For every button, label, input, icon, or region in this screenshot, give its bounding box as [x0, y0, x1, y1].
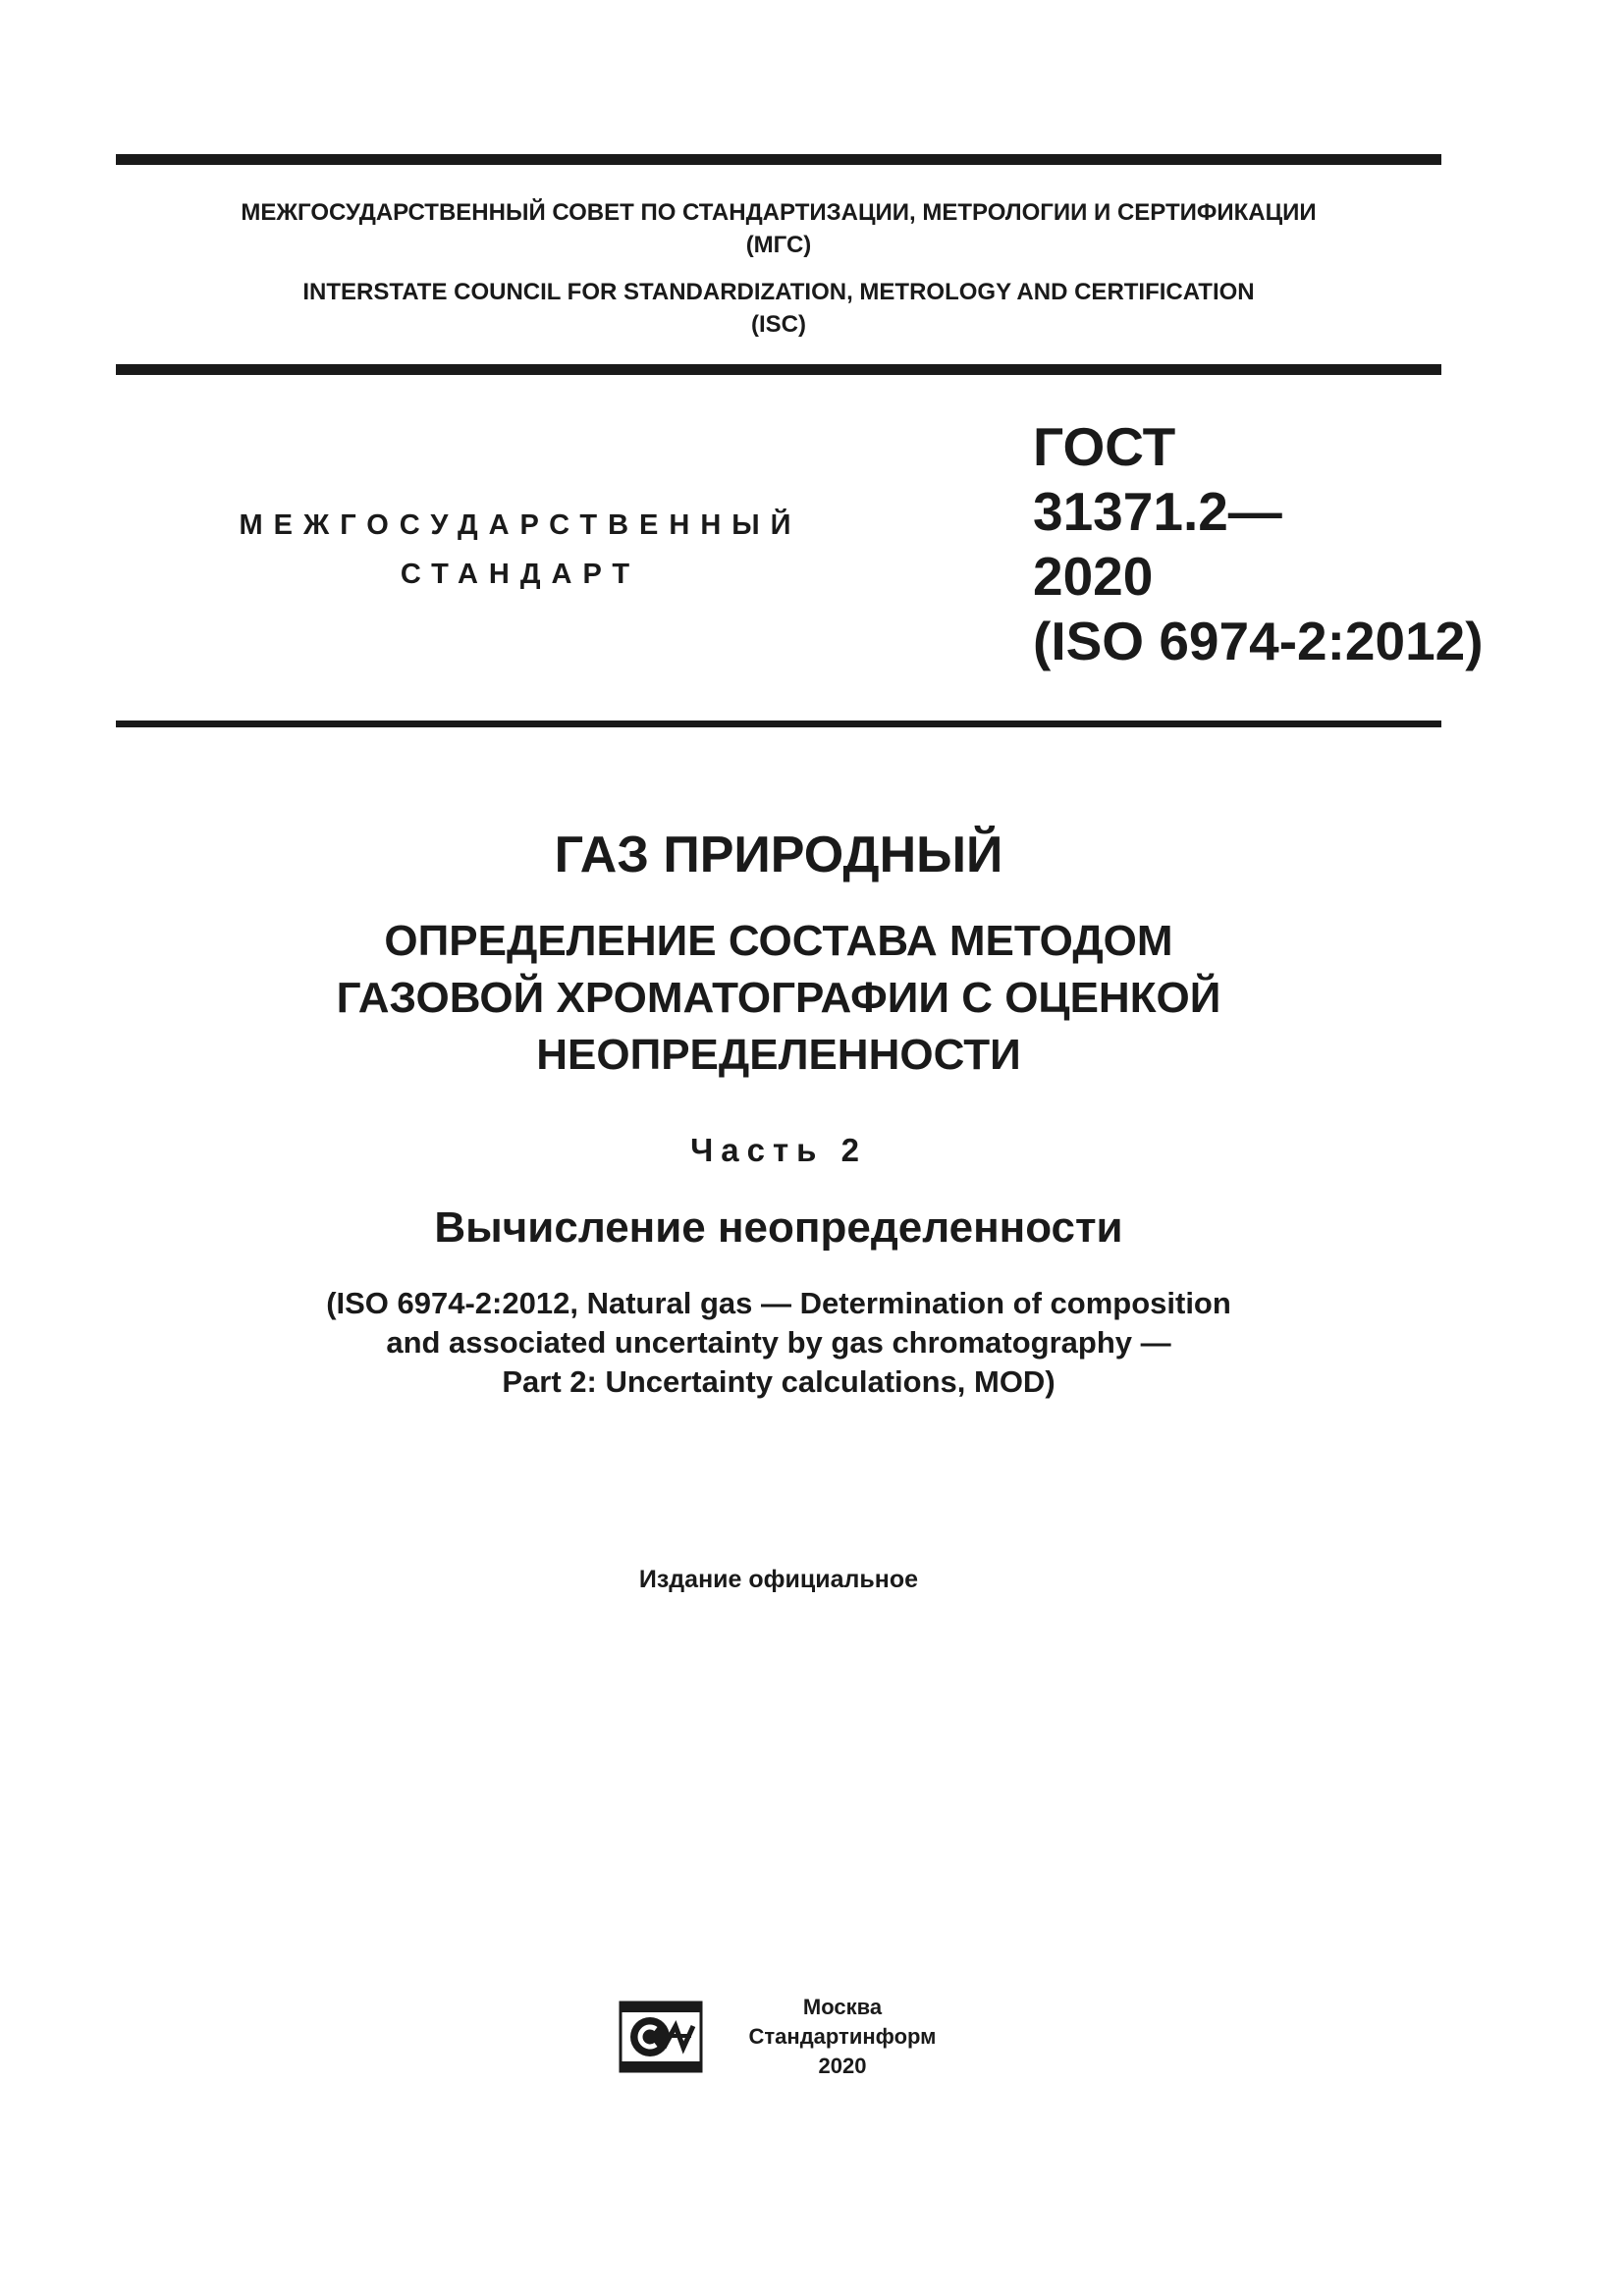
publisher-name: Стандартинформ	[748, 2024, 937, 2049]
iso-reference-line2: and associated uncertainty by gas chromatography —	[386, 1325, 1171, 1360]
edition-label: Издание официальное	[638, 1566, 919, 1593]
part-number: Часть 2	[690, 1132, 867, 1168]
document-subtitle-line2: ГАЗОВОЙ ХРОМАТОГРАФИИ С ОЦЕНКОЙ	[336, 974, 1221, 1022]
designation-line2: 31371.2—	[1033, 481, 1282, 542]
standard-designation	[1033, 414, 1484, 673]
middle-rule	[116, 364, 1441, 375]
top-rule	[116, 154, 1441, 165]
council-name-en-line1: INTERSTATE COUNCIL FOR STANDARDIZATION, METROLOGY AND CERTIFICATION	[302, 279, 1255, 305]
council-name-ru	[116, 196, 1441, 261]
part-title: Вычисление неопределенности	[434, 1203, 1123, 1252]
council-abbrev-en: (ISC)	[751, 311, 806, 338]
council-name-ru-line1: МЕЖГОСУДАРСТВЕННЫЙ СОВЕТ ПО СТАНДАРТИЗАЦИИ, МЕТРОЛОГИИ И СЕРТИФИКАЦИИ	[241, 199, 1317, 226]
designation-line1: ГОСТ	[1033, 416, 1176, 477]
document-subtitle	[116, 913, 1441, 1084]
designation-line4: (ISO 6974-2:2012)	[1033, 611, 1484, 671]
iso-reference-line1: (ISO 6974-2:2012, Natural gas — Determination of composition	[326, 1286, 1231, 1320]
document-subtitle-line1: ОПРЕДЕЛЕНИЕ СОСТАВА МЕТОДОМ	[384, 917, 1173, 965]
council-abbrev-ru: (МГС)	[745, 232, 812, 258]
publisher-city: Москва	[802, 1995, 883, 2019]
document-title: ГАЗ ПРИРОДНЫЙ	[554, 827, 1003, 883]
council-name-en	[116, 276, 1441, 341]
standard-type-label	[167, 501, 874, 599]
document-subtitle-line3: НЕОПРЕДЕЛЕННОСТИ	[536, 1031, 1021, 1079]
standartinform-logo-icon	[617, 1999, 705, 2075]
publisher-block	[734, 1993, 950, 2081]
standard-type-line2: СТАНДАРТ	[400, 559, 641, 590]
lower-rule	[116, 721, 1441, 727]
iso-reference-line3: Part 2: Uncertainty calculations, MOD)	[502, 1364, 1056, 1399]
designation-line3: 2020	[1033, 546, 1154, 607]
iso-reference	[116, 1284, 1441, 1402]
standard-type-line1: МЕЖГОСУДАРСТВЕННЫЙ	[239, 509, 802, 541]
publication-year: 2020	[818, 2054, 867, 2078]
